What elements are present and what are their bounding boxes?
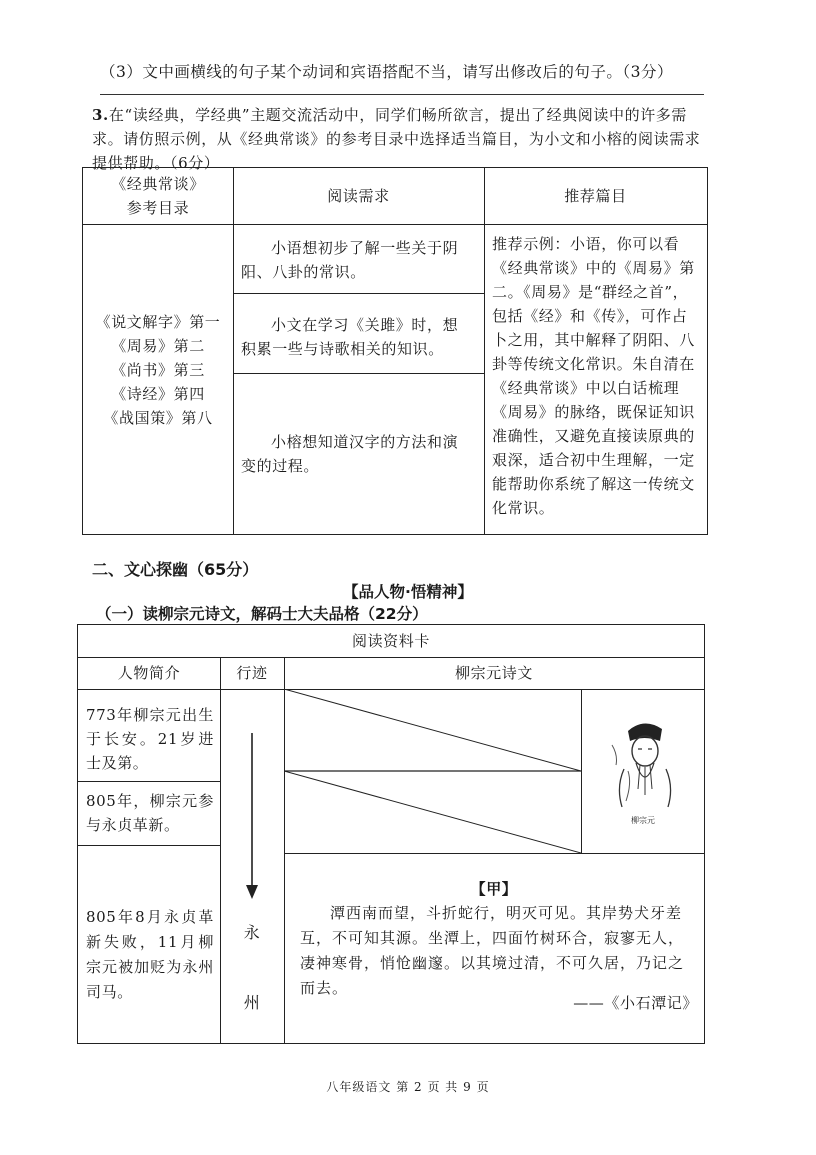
need-xiaoyu: 小语想初步了解一些关于阴阳、八卦的常识。 [241,239,459,281]
table-divider [233,373,484,374]
portrait-caption: 柳宗元 [631,816,655,825]
catalog-item: 《周易》第二 [111,337,205,355]
card-title: 阅读资料卡 [351,632,430,650]
question-3-text: （3）文中画横线的句子某个动词和宾语搭配不当，请写出修改后的句子。（3分） [100,63,673,81]
table-divider [284,853,704,854]
header-route: 行迹 [236,664,268,682]
table-divider [83,224,707,225]
section-one-title: （一）读柳宗元诗文，解码士大夫品格（22分） [96,605,428,623]
bio-birth: 773年柳宗元出生于长安。21岁进士及第。 [86,706,214,772]
catalog-list [83,310,233,430]
section-2-title: 二、文心探幽（65分） [92,560,259,579]
subsection-heading: 【品人物·悟精神】 [343,583,473,601]
header-catalog-line2: 参考目录 [126,199,190,217]
table-divider [233,293,484,294]
header-catalog-line1: 《经典常谈》 [111,175,205,193]
header-works: 柳宗元诗文 [454,664,533,682]
table-divider [484,168,485,534]
question-3-prompt [92,103,704,175]
need-xiaowen: 小文在学习《关雎》时，想积累一些与诗歌相关的知识。 [241,316,459,358]
need-xiaorong: 小榕想知道汉字的方法和演变的过程。 [241,433,459,475]
question-number: 3. [92,106,109,124]
catalog-item: 《战国策》第八 [103,409,213,427]
table-divider [233,168,234,534]
header-recommend: 推荐篇目 [564,187,627,205]
catalog-item: 《诗经》第四 [111,385,205,403]
jia-passage: 潭西南而望，斗折蛇行，明灭可见。其岸势犬牙差互，不可知其源。坐潭上，四面竹树环合，寂寥无人，凄神寒骨，悄怆幽邃。以其境过清，不可久居，乃记之而去。 [300,904,685,997]
question-3-body: 在“读经典，学经典”主题交流活动中，同学们畅所欲言，提出了经典阅读中的许多需求。请仿照示例，从《经典常谈》的参考目录中选择适当篇目，为小文和小榕的阅读需求提供帮助。（6分） [92,106,701,172]
liu-zongyuan-portrait-icon [598,711,690,821]
poem-placeholder [284,689,581,853]
route-char-zhou: 州 [243,993,261,1012]
answer-line [100,94,704,95]
jia-title: 【甲】 [470,880,518,898]
bio-reform: 805年，柳宗元参与永贞革新。 [86,792,214,834]
reading-needs-table [82,167,708,535]
catalog-item: 《说文解字》第一 [95,313,221,331]
catalog-item: 《尚书》第三 [111,361,205,379]
header-needs: 阅读需求 [327,187,390,205]
header-catalog [83,172,233,220]
page-footer: 八年级语文 第 2 页 共 9 页 [326,1080,490,1094]
table-divider [78,657,704,658]
jia-source: ——《小石潭记》 [573,994,698,1012]
table-divider [581,689,582,853]
reading-card-table [77,624,705,1044]
header-bio: 人物简介 [117,664,181,682]
recommend-example: 推荐示例：小语，你可以看《经典常谈》中的《周易》第二。《周易》是“群经之首”，包括《经》和《传》，可作占卜之用，其中解释了阴阳、八卦等传统文化常识。朱自清在《经典常谈》中以白话梳理《周易》的脉络，既保证知识准确性，又避免直接读原典的艰深，适合初中生理解，一定能帮助你系统了解这一传统文化常识。 [492,235,695,517]
table-divider [220,657,221,1043]
table-divider [78,845,220,846]
bio-exile: 805年8月永贞革新失败，11月柳宗元被加贬为永州司马。 [86,908,214,1001]
route-arrow-icon [238,731,268,901]
route-char-yong: 永 [243,923,261,942]
table-divider [78,781,220,782]
